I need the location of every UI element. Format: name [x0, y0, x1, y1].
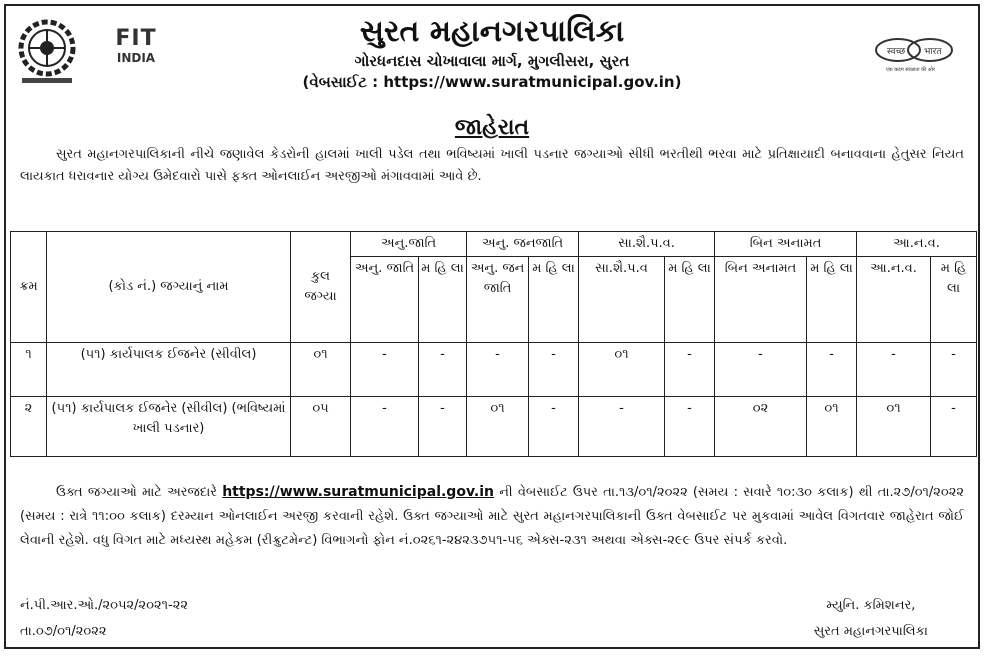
- notice-heading: [6, 115, 978, 140]
- row-cell: -: [665, 397, 715, 457]
- row-total: ૦૫: [291, 397, 351, 457]
- swachh-tagline: एक कदम स्वच्छता की ओर: [886, 67, 935, 73]
- group-header: આ.ન.વ.: [857, 232, 977, 257]
- smc-emblem-icon: [16, 18, 78, 88]
- row-cell: -: [665, 343, 715, 397]
- row-cell: ૦૨: [715, 397, 807, 457]
- row-total: ૦૧: [291, 343, 351, 397]
- row-cell: -: [579, 397, 665, 457]
- row-cell: -: [529, 343, 579, 397]
- website-link[interactable]: https://www.suratmunicipal.gov.in: [222, 484, 495, 500]
- table-row: [11, 343, 977, 397]
- fit-india-logo: [106, 26, 166, 65]
- fit-logo-text: FIT: [115, 26, 157, 51]
- table-group-header: [11, 232, 977, 257]
- header-block: [186, 14, 798, 92]
- group-header: બિન અનામત: [715, 232, 857, 257]
- swachh-left-text: स्वच्छ: [887, 47, 906, 57]
- swachh-right-text: भारत: [924, 47, 942, 57]
- row-cell: -: [419, 397, 467, 457]
- group-header: અનુ.જાતિ: [351, 232, 467, 257]
- row-sr: ૨: [11, 397, 47, 457]
- sub-header: મ હિ લા: [665, 257, 715, 343]
- notice-page: [4, 4, 980, 649]
- row-cell: -: [857, 343, 931, 397]
- row-cell: ૦૧: [467, 397, 529, 457]
- reference-date: તા.૦૭/૦૧/૨૦૨૨: [20, 624, 107, 639]
- row-cell: -: [419, 343, 467, 397]
- footer-text-part1: ઉક્ત જગ્યાઓ માટે અરજદારે: [56, 485, 223, 500]
- org-title: સુરત મહાનગરપાલિકા: [359, 14, 625, 49]
- row-post-name: (૫૧) કાર્યપાલક ઈજનેર (સીવીલ) (ભવિષ્યમાં ખાલી પડનાર): [47, 397, 291, 457]
- posts-table: [10, 231, 977, 457]
- sub-header: અનુ. જાતિ: [351, 257, 419, 343]
- intro-paragraph: સુરત મહાનગરપાલિકાની નીચે જણાવેલ કેડરોની હાલમાં ખાલી પડેલ તથા ભવિષ્યમાં ખાલી પડનાર જગ્યાઓ સીધી ભરતીથી ભરવા માટે પ્રતિક્ષાયાદી બનાવવાના હેતુસર નિયત લાયકાત ધરાવનાર યોગ્ય ઉમેદવારો પાસે ફક્ત ઓનલાઈન અરજીઓ મંગાવવામાં આવે છે.: [20, 147, 964, 184]
- footer-paragraph: [20, 480, 964, 553]
- group-header: અનુ. જનજાતિ: [467, 232, 579, 257]
- group-header: સા.શૈ.પ.વ.: [579, 232, 715, 257]
- sub-header: આ.ન.વ.: [857, 257, 931, 343]
- row-cell: -: [715, 343, 807, 397]
- reference-block: [20, 593, 188, 645]
- row-cell: -: [351, 343, 419, 397]
- sub-header: મ હિ લા: [529, 257, 579, 343]
- signatory-title: મ્યુનિ. કમિશનર,: [826, 598, 916, 613]
- reference-number: નં.પી.આર.ઓ./૨૦૫૨/૨૦૨૧-૨૨: [20, 598, 188, 613]
- row-cell: -: [467, 343, 529, 397]
- org-address: ગોરધનદાસ ચોખાવાલા માર્ગ, મુગલીસરા, સુરત: [354, 52, 630, 70]
- org-website: (વેબસાઈટ : https://www.suratmunicipal.gov.in): [302, 73, 682, 91]
- row-cell: -: [931, 397, 977, 457]
- india-logo-text: INDIA: [116, 51, 156, 65]
- row-cell: -: [807, 343, 857, 397]
- row-cell: ૦૧: [807, 397, 857, 457]
- signature-block: [814, 593, 928, 645]
- sub-header: મ હિ લા: [419, 257, 467, 343]
- sub-header: સા.શૈ.પ.વ: [579, 257, 665, 343]
- notice-title: જાહેરાત: [454, 115, 530, 140]
- swachh-bharat-logo: [866, 34, 962, 74]
- table-row: [11, 397, 977, 457]
- col-name-header: (કોડ નં.) જગ્યાનું નામ: [47, 232, 291, 343]
- sub-header: મ હિ લા: [931, 257, 977, 343]
- col-total-header: કુલ જગ્યા: [291, 232, 351, 343]
- row-post-name: (૫૧) કાર્યપાલક ઈજનેર (સીવીલ): [47, 343, 291, 397]
- row-cell: ૦૧: [857, 397, 931, 457]
- row-cell: -: [931, 343, 977, 397]
- row-cell: ૦૧: [579, 343, 665, 397]
- footer-text-part2: ની વેબસાઈટ ઉપર તા.૧૩/૦૧/૨૦૨૨ (સમય : સવારે ૧૦:૩૦ કલાક) થી તા.૨૭/૦૧/૨૦૨૨ (સમય : રાત્રે ૧૧:૦૦ કલાક) દરમ્યાન ઓનલાઈન અરજી કરવાની રહેશે. ઉક્ત જગ્યાઓ માટે સુરત મહાનગરપાલિકાની ઉક્ત વેબસાઈટ પર મુકવામાં આવેલ વિગતવાર જાહેરાત જોઈ લેવાની રહેશે. વધુ વિગત માટે મધ્યસ્થ મહેકમ (રીક્રુટમેન્ટ) વિભાગનો ફોન નં.૦૨૬૧-૨૪૨૩૭૫૧-૫૬ એક્સ-૨૩૧ અથવા એક્સ-૨૯૯ ઉપર સંપર્ક કરવો.: [20, 485, 964, 548]
- sub-header: બિન અનામત: [715, 257, 807, 343]
- sub-header: અનુ. જન જાતિ: [467, 257, 529, 343]
- signatory-org: સુરત મહાનગરપાલિકા: [813, 624, 928, 639]
- row-cell: -: [351, 397, 419, 457]
- sub-header: મ હિ લા: [807, 257, 857, 343]
- col-sr-header: ક્રમ: [11, 232, 47, 343]
- row-sr: ૧: [11, 343, 47, 397]
- row-cell: -: [529, 397, 579, 457]
